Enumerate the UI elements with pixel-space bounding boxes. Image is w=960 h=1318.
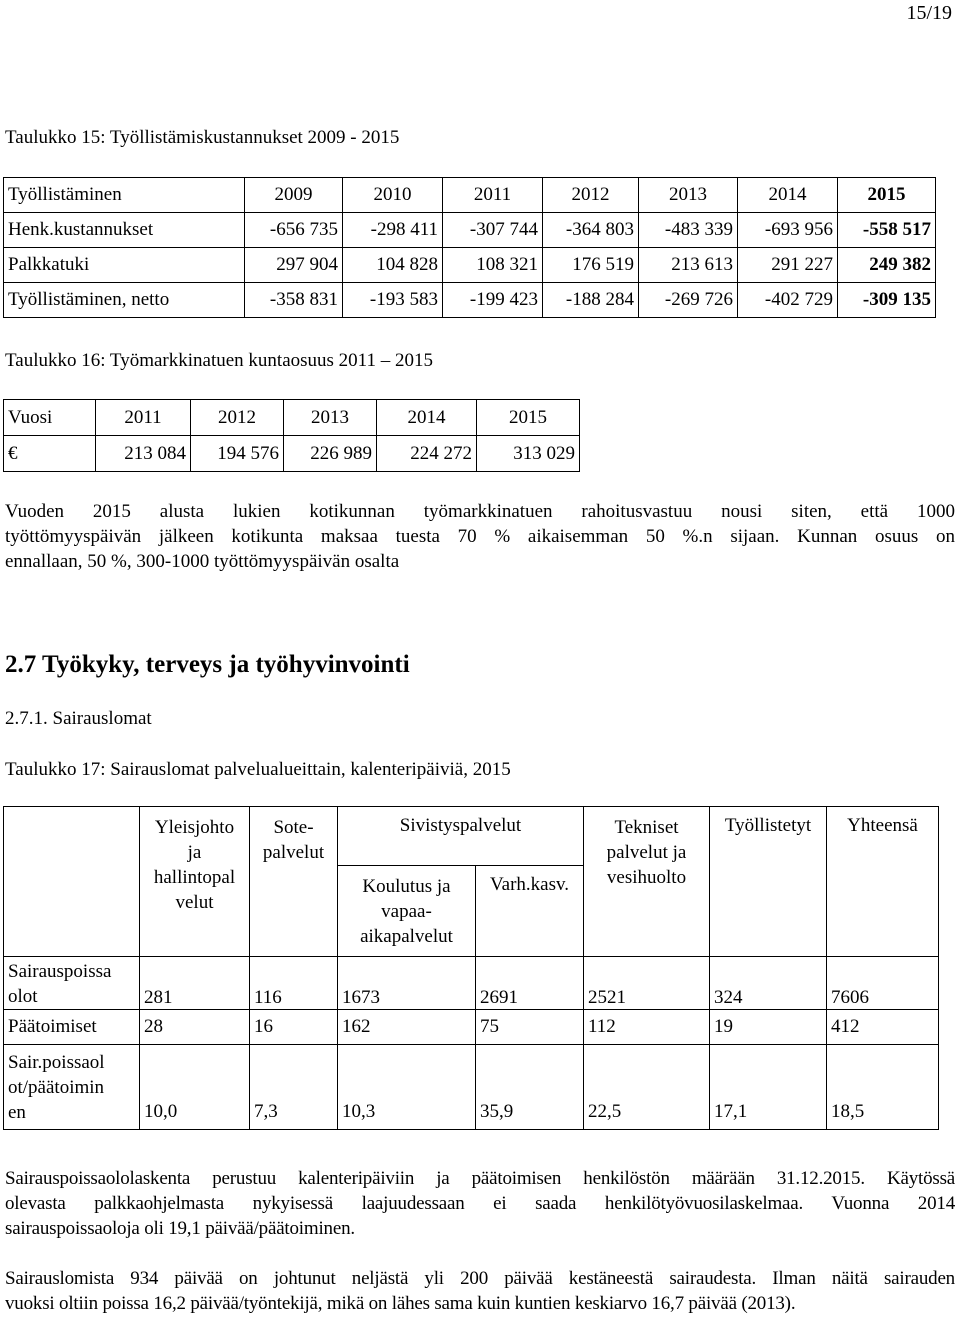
row-label: Päätoimiset xyxy=(4,1010,140,1045)
table17-header-row-1 xyxy=(4,807,939,866)
table16-header-row xyxy=(4,400,580,436)
table15 xyxy=(3,177,936,318)
paragraph-line: sairauspoissaoloja oli 19,1 päivää/päätoiminen. xyxy=(5,1218,355,1239)
table-cell: 412 xyxy=(827,1010,939,1045)
table-row xyxy=(4,283,936,318)
table15-header-cell: 2009 xyxy=(245,178,343,213)
table-cell: 7,3 xyxy=(250,1045,338,1130)
table-cell: 2691 xyxy=(476,957,584,1010)
table-cell: 112 xyxy=(584,1010,710,1045)
paragraph-line: Sairauspoissaololaskenta perustuu kalenteripäiviin ja päätoimisen henkilöstön määrään 31.12.2015. Käytössä xyxy=(5,1168,955,1189)
table15-header-cell: 2013 xyxy=(639,178,738,213)
row-label xyxy=(4,957,140,1010)
table-cell: 213 084 xyxy=(96,436,191,472)
table-cell: -693 956 xyxy=(738,213,838,248)
table-cell: 226 989 xyxy=(284,436,377,472)
table-row xyxy=(4,1010,939,1045)
table-cell: 2521 xyxy=(584,957,710,1010)
table-cell: 176 519 xyxy=(543,248,639,283)
row-label: Henk.kustannukset xyxy=(4,213,245,248)
table-cell: -358 831 xyxy=(245,283,343,318)
table17 xyxy=(3,806,939,1130)
table-cell: 10,3 xyxy=(338,1045,476,1130)
table-cell: 213 613 xyxy=(639,248,738,283)
currency-label: € xyxy=(4,436,96,472)
table-cell: 281 xyxy=(140,957,250,1010)
table-row xyxy=(4,436,580,472)
table-cell: 291 227 xyxy=(738,248,838,283)
table-cell: -269 726 xyxy=(639,283,738,318)
table-cell: 162 xyxy=(338,1010,476,1045)
header-yleisjohto xyxy=(140,807,250,957)
header-sote-label: Sote-palvelut xyxy=(262,817,325,863)
table15-header-row xyxy=(4,178,936,213)
section-heading: 2.7 Työkyky, terveys ja työhyvinvointi xyxy=(5,651,410,678)
table-cell: 297 904 xyxy=(245,248,343,283)
table17-corner-cell xyxy=(4,807,140,957)
table15-header-cell: 2015 xyxy=(838,178,936,213)
table-row xyxy=(4,213,936,248)
paragraph-line: työttömyyspäivän jälkeen kotikunta maksaa tuesta 70 % aikaisemman 50 %.n sijaan. Kunnan osuus on xyxy=(5,526,955,547)
table-cell: 35,9 xyxy=(476,1045,584,1130)
header-varh: Varh.kasv. xyxy=(476,866,584,957)
table-cell: 18,5 xyxy=(827,1045,939,1130)
table16-caption: Taulukko 16: Työmarkkinatuen kuntaosuus 2011 – 2015 xyxy=(5,350,433,371)
paragraph-line: ennallaan, 50 %, 300-1000 työttömyyspäivän osalta xyxy=(5,551,400,572)
table-cell: -558 517 xyxy=(838,213,936,248)
table-cell: 324 xyxy=(710,957,827,1010)
table16-header-cell: 2012 xyxy=(191,400,284,436)
table-cell: -309 135 xyxy=(838,283,936,318)
table16 xyxy=(3,399,580,472)
table-cell: -193 583 xyxy=(343,283,443,318)
table15-header-cell: Työllistäminen xyxy=(4,178,245,213)
table15-header-cell: 2011 xyxy=(443,178,543,213)
header-koulutus xyxy=(338,866,476,957)
paragraph-sairauspoissaololaskenta xyxy=(5,1166,955,1241)
table16-header-cell: Vuosi xyxy=(4,400,96,436)
table-cell: -364 803 xyxy=(543,213,639,248)
table17-caption: Taulukko 17: Sairauslomat palvelualueittain, kalenteripäiviä, 2015 xyxy=(5,759,511,780)
table-cell: -483 339 xyxy=(639,213,738,248)
table-cell: 10,0 xyxy=(140,1045,250,1130)
table-row xyxy=(4,1045,939,1130)
paragraph-pitkat-sairauslomat xyxy=(5,1266,955,1316)
header-tekniset xyxy=(584,807,710,957)
table-cell: -656 735 xyxy=(245,213,343,248)
paragraph-line: vuoksi oltiin poissa 16,2 päivää/työntekijä, mikä on lähes sama kuin kuntien keskiarvo 16,7 päivää (2013). xyxy=(5,1293,796,1314)
table-cell: 249 382 xyxy=(838,248,936,283)
table-row xyxy=(4,957,939,1010)
table-cell: 16 xyxy=(250,1010,338,1045)
table-cell: -188 284 xyxy=(543,283,639,318)
row-label xyxy=(4,1045,140,1130)
page-number: 15/19 xyxy=(906,2,952,24)
table-cell: 313 029 xyxy=(477,436,580,472)
table-row xyxy=(4,248,936,283)
table-cell: -298 411 xyxy=(343,213,443,248)
row-label-text: Sairauspoissaolot xyxy=(8,961,112,1007)
table-cell: -402 729 xyxy=(738,283,838,318)
header-koulutus-label: Koulutus ja vapaa-aikapalvelut xyxy=(360,876,453,947)
header-tekniset-label: Tekniset palvelut ja vesihuolto xyxy=(606,817,687,888)
table15-caption: Taulukko 15: Työllistämiskustannukset 2009 - 2015 xyxy=(5,127,400,148)
table-cell: 22,5 xyxy=(584,1045,710,1130)
table-cell: -199 423 xyxy=(443,283,543,318)
header-sivistys: Sivistyspalvelut xyxy=(338,807,584,866)
table15-header-cell: 2012 xyxy=(543,178,639,213)
table-cell: 104 828 xyxy=(343,248,443,283)
table15-header-cell: 2010 xyxy=(343,178,443,213)
table-cell: 28 xyxy=(140,1010,250,1045)
paragraph-tyomarkkinatuki xyxy=(5,499,955,574)
header-yhteensa: Yhteensä xyxy=(827,807,939,957)
table-cell: -307 744 xyxy=(443,213,543,248)
table-cell: 17,1 xyxy=(710,1045,827,1130)
table16-header-cell: 2015 xyxy=(477,400,580,436)
table15-header-cell: 2014 xyxy=(738,178,838,213)
table16-header-cell: 2013 xyxy=(284,400,377,436)
row-label: Palkkatuki xyxy=(4,248,245,283)
table-cell: 1673 xyxy=(338,957,476,1010)
header-yleisjohto-label: Yleisjohto ja hallintopal velut xyxy=(153,817,236,913)
table16-header-cell: 2011 xyxy=(96,400,191,436)
paragraph-line: Vuoden 2015 alusta lukien kotikunnan työmarkkinatuen rahoitusvastuu nousi siten, että 1000 xyxy=(5,501,955,522)
table-cell: 19 xyxy=(710,1010,827,1045)
row-label: Työllistäminen, netto xyxy=(4,283,245,318)
row-label-text: Sair.poissaolot/päätoiminen xyxy=(8,1052,105,1123)
header-tyollistetyt: Työllistetyt xyxy=(710,807,827,957)
table-cell: 108 321 xyxy=(443,248,543,283)
table-cell: 75 xyxy=(476,1010,584,1045)
paragraph-line: Sairauslomista 934 päivää on johtunut neljästä yli 200 päivää kestäneestä sairaudesta. Ilman näitä sairauden xyxy=(5,1268,955,1289)
table-cell: 194 576 xyxy=(191,436,284,472)
table-cell: 7606 xyxy=(827,957,939,1010)
paragraph-line: olevasta palkkaohjelmasta nykyisessä laajuudessaan ei saada henkilötyövuosilaskelmaa. Vuonna 2014 xyxy=(5,1193,955,1214)
subsection-heading: 2.7.1. Sairauslomat xyxy=(5,708,152,729)
table16-header-cell: 2014 xyxy=(377,400,477,436)
header-sote xyxy=(250,807,338,957)
table-cell: 224 272 xyxy=(377,436,477,472)
table-cell: 116 xyxy=(250,957,338,1010)
